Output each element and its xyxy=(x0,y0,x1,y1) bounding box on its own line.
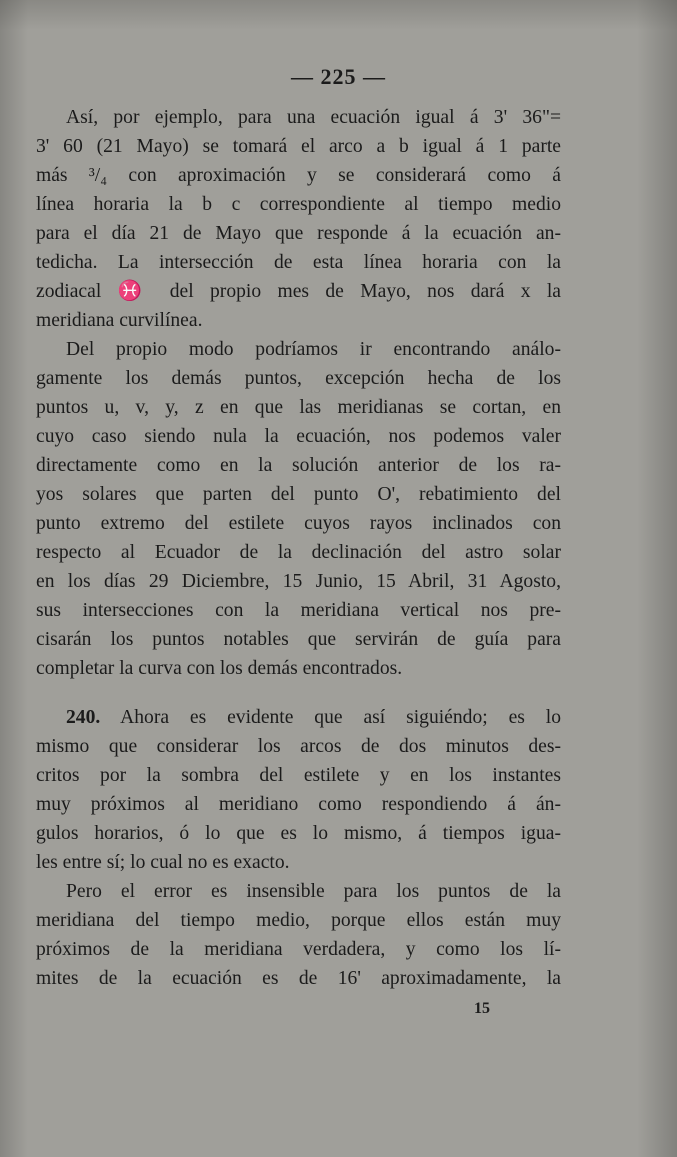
text-line: mismo que considerar los arcos de dos minutos des- xyxy=(36,736,561,757)
text-line: línea horaria la b c correspondiente al tiempo medio xyxy=(36,194,561,215)
text-line: Ahora es evidente que así siguiéndo; es lo xyxy=(120,707,561,728)
text-line: en los días 29 Diciembre, 15 Junio, 15 Abril, 31 Agosto, xyxy=(36,571,561,592)
text-line: cisarán los puntos notables que servirán de guía para xyxy=(36,629,561,650)
text-line: gulos horarios, ó lo que es lo mismo, á tiempos igua- xyxy=(36,823,561,844)
text-line: Así, por ejemplo, para una ecuación igual á 3' 36"= xyxy=(66,107,561,128)
text-line: zodiacal ♓ del propio mes de Mayo, nos dará x la xyxy=(36,281,561,302)
page-number: — 225 — xyxy=(291,64,386,89)
text-line: puntos u, v, y, z en que las meridianas se cortan, en xyxy=(36,397,561,418)
text-line: para el día 21 de Mayo que responde á la ecuación an- xyxy=(36,223,561,244)
text-line: respecto al Ecuador de la declinación del astro solar xyxy=(36,542,561,563)
text-line: yos solares que parten del punto O', rebatimiento del xyxy=(36,484,561,505)
text-line: completar la curva con los demás encontrados. xyxy=(36,658,403,679)
text-line: mites de la ecuación es de 16' aproximadamente, la xyxy=(36,968,561,989)
text-line: sus intersecciones con la meridiana vertical nos pre- xyxy=(36,600,561,621)
text-line: más ³/₄ con aproximación y se considerará como á xyxy=(36,165,561,186)
text-line: próximos de la meridiana verdadera, y como los lí- xyxy=(36,939,561,960)
text-line: critos por la sombra del estilete y en los instantes xyxy=(36,765,561,786)
signature-mark: 15 xyxy=(474,1000,490,1017)
text-line: Pero el error es insensible para los puntos de la xyxy=(66,881,561,902)
text-line: 3' 60 (21 Mayo) se tomará el arco a b igual á 1 parte xyxy=(36,136,561,157)
text-line: meridiana curvilínea. xyxy=(36,310,203,331)
text-line: directamente como en la solución anterior de los ra- xyxy=(36,455,561,476)
text-line: muy próximos al meridiano como respondiendo á án- xyxy=(36,794,561,815)
text-block-1 xyxy=(36,103,561,683)
text-line: meridiana del tiempo medio, porque ellos están muy xyxy=(36,910,561,931)
text-line: gamente los demás puntos, excepción hecha de los xyxy=(36,368,561,389)
section-first-line xyxy=(36,703,561,732)
section-number: 240. xyxy=(66,707,101,728)
text-line: punto extremo del estilete cuyos rayos inclinados con xyxy=(36,513,561,534)
text-line: les entre sí; lo cual no es exacto. xyxy=(36,852,290,873)
text-line: cuyo caso siendo nula la ecuación, nos podemos valer xyxy=(36,426,561,447)
text-line: tedicha. La intersección de esta línea horaria con la xyxy=(36,252,561,273)
text-line: Del propio modo podríamos ir encontrando análo- xyxy=(66,339,561,360)
text-block-2 xyxy=(36,703,561,993)
